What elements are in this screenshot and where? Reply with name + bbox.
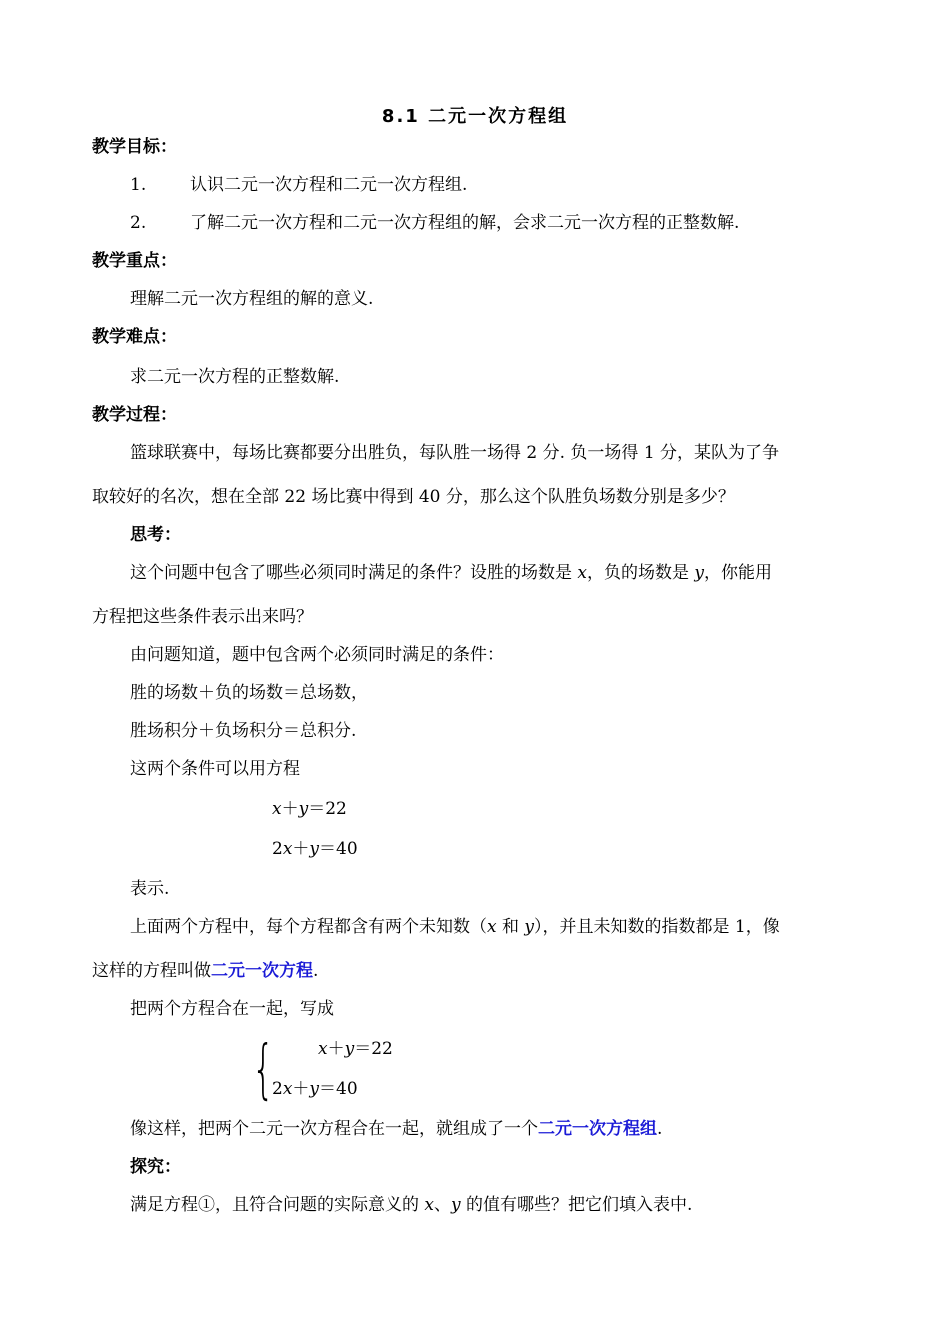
process-heading: 教学过程： — [92, 405, 177, 425]
definition-line-1 — [130, 916, 780, 938]
combine-intro: 把两个方程合在一起，写成 — [130, 999, 334, 1019]
variable-y: y — [344, 1039, 355, 1059]
variable-x: x — [487, 917, 497, 937]
text-run: 上面两个方程中，每个方程都含有两个未知数（ — [130, 917, 487, 937]
text-run: 、 — [434, 1195, 451, 1215]
variable-x: x — [318, 1039, 328, 1059]
explore-text — [130, 1194, 692, 1216]
goal-text: 认识二元一次方程和二元一次方程组. — [190, 175, 468, 195]
variable-y: y — [524, 917, 535, 937]
text-run: ＋ — [292, 1079, 310, 1099]
text-run: 这样的方程叫做 — [92, 961, 211, 981]
goal-number: 2. — [130, 213, 147, 233]
think-line-1 — [130, 562, 772, 584]
text-run: ＝22 — [308, 799, 347, 819]
variable-x: x — [282, 839, 293, 859]
text-run: 像这样，把两个二元一次方程合在一起，就组成了一个 — [130, 1119, 538, 1139]
text-run: . — [313, 961, 319, 981]
text-run: ，负的场数是 — [587, 563, 695, 583]
text-run: 的值有哪些？把它们填入表中. — [460, 1195, 693, 1215]
term-linear-equation: 二元一次方程 — [211, 961, 313, 981]
condition-1: 胜的场数＋负的场数＝总场数， — [130, 683, 368, 703]
text-run: 2 — [272, 1079, 283, 1099]
text-run: ＋ — [327, 1039, 345, 1059]
text-run: ，你能用 — [704, 563, 773, 583]
variable-x: x — [424, 1195, 434, 1215]
conditions-intro: 由问题知道，题中包含两个必须同时满足的条件： — [130, 645, 504, 665]
equation-1 — [272, 798, 347, 820]
express-intro: 这两个条件可以用方程 — [130, 759, 300, 779]
text-run: ＝40 — [319, 1079, 358, 1099]
system-equation-1 — [318, 1038, 393, 1060]
definition-line-2 — [92, 960, 318, 982]
difficulties-heading: 教学难点： — [92, 327, 177, 347]
variable-x: x — [577, 563, 587, 583]
express-end: 表示. — [130, 879, 170, 899]
text-run: ＋ — [292, 839, 310, 859]
text-run: ＝22 — [354, 1039, 393, 1059]
think-heading: 思考： — [130, 525, 181, 545]
difficulties-text: 求二元一次方程的正整数解. — [130, 367, 340, 387]
variable-y: y — [298, 799, 309, 819]
text-run: ＝40 — [319, 839, 358, 859]
variable-y: y — [309, 1079, 320, 1099]
page-title: 8.1 二元一次方程组 — [381, 106, 569, 127]
condition-2: 胜场积分＋负场积分＝总积分. — [130, 721, 357, 741]
text-run: ），并且未知数的指数都是 1，像 — [534, 917, 780, 937]
text-run: ＋ — [281, 799, 299, 819]
system-brace: { — [252, 1033, 275, 1107]
term-linear-system: 二元一次方程组 — [538, 1119, 657, 1139]
goal-item-2 — [130, 212, 739, 234]
text-run: . — [657, 1119, 663, 1139]
variable-y: y — [694, 563, 705, 583]
equation-2 — [272, 838, 358, 860]
text-run: 2 — [272, 839, 283, 859]
variable-x: x — [272, 799, 282, 819]
explore-heading: 探究： — [130, 1157, 181, 1177]
goals-heading: 教学目标： — [92, 137, 177, 157]
variable-y: y — [309, 839, 320, 859]
key-points-heading: 教学重点： — [92, 251, 177, 271]
goal-text: 了解二元一次方程和二元一次方程组的解，会求二元一次方程的正整数解. — [190, 213, 740, 233]
text-run: 满足方程①，且符合问题的实际意义的 — [130, 1195, 425, 1215]
intro-line-2: 取较好的名次，想在全部 22 场比赛中得到 40 分，那么这个队胜负场数分别是多少？ — [92, 487, 735, 507]
think-line-2: 方程把这些条件表示出来吗？ — [92, 607, 313, 627]
text-run: 和 — [496, 917, 525, 937]
system-definition — [130, 1118, 662, 1140]
text-run: 这个问题中包含了哪些必须同时满足的条件？设胜的场数是 — [130, 563, 578, 583]
goal-number: 1. — [130, 175, 147, 195]
goal-item-1 — [130, 174, 467, 196]
intro-line-1: 篮球联赛中，每场比赛都要分出胜负，每队胜一场得 2 分. 负一场得 1 分，某队为了争 — [130, 443, 780, 463]
system-equation-2 — [272, 1078, 358, 1100]
variable-y: y — [451, 1195, 461, 1215]
variable-x: x — [282, 1079, 293, 1099]
key-points-text: 理解二元一次方程组的解的意义. — [130, 289, 374, 309]
